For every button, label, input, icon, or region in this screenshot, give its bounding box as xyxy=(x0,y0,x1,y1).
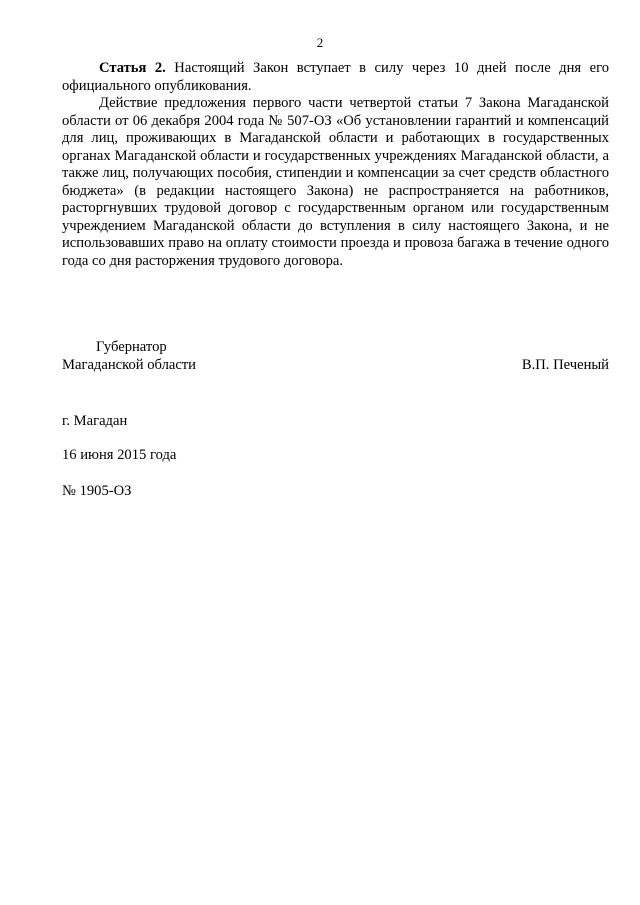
law-number: № 1905-ОЗ xyxy=(62,483,132,499)
document-body xyxy=(62,60,609,270)
place-of-signing: г. Магадан xyxy=(62,413,128,429)
effect-paragraph: Действие предложения первого части четвертой статьи 7 Закона Магаданской области от 06 декабря 2004 года № 507-ОЗ «Об установлении гарантий и компенсаций для лиц, проживающих в Магаданской области и работающих в государственных органах Магаданской области и государственных учреждениях Магаданской области, а также лиц, получающих пособия, стипендии и компенсации за счет средств областного бюджета» (в редакции настоящего Закона) не распространяется на работников, расторгнувших трудовой договор с государственным органом или государственным учреждением Магаданской области до вступления в силу настоящего Закона, и не использовавших право на оплату стоимости проезда и провоза багажа в течение одного года со дня расторжения трудового договора. xyxy=(62,95,609,269)
signing-date: 16 июня 2015 года xyxy=(62,447,177,463)
article-label: Статья 2. xyxy=(99,60,166,76)
signature-title-line-1: Губернатор xyxy=(96,339,167,355)
article-text: Настоящий Закон вступает в силу через 10 дней после дня его официального опубликования. xyxy=(62,60,609,94)
article-paragraph xyxy=(62,60,609,95)
signature-row xyxy=(62,356,609,374)
page-number: 2 xyxy=(316,35,324,50)
signature-block xyxy=(62,338,609,374)
signatory-name: В.П. Печеный xyxy=(521,357,609,373)
signature-title-line-2: Магаданской области xyxy=(62,357,196,373)
